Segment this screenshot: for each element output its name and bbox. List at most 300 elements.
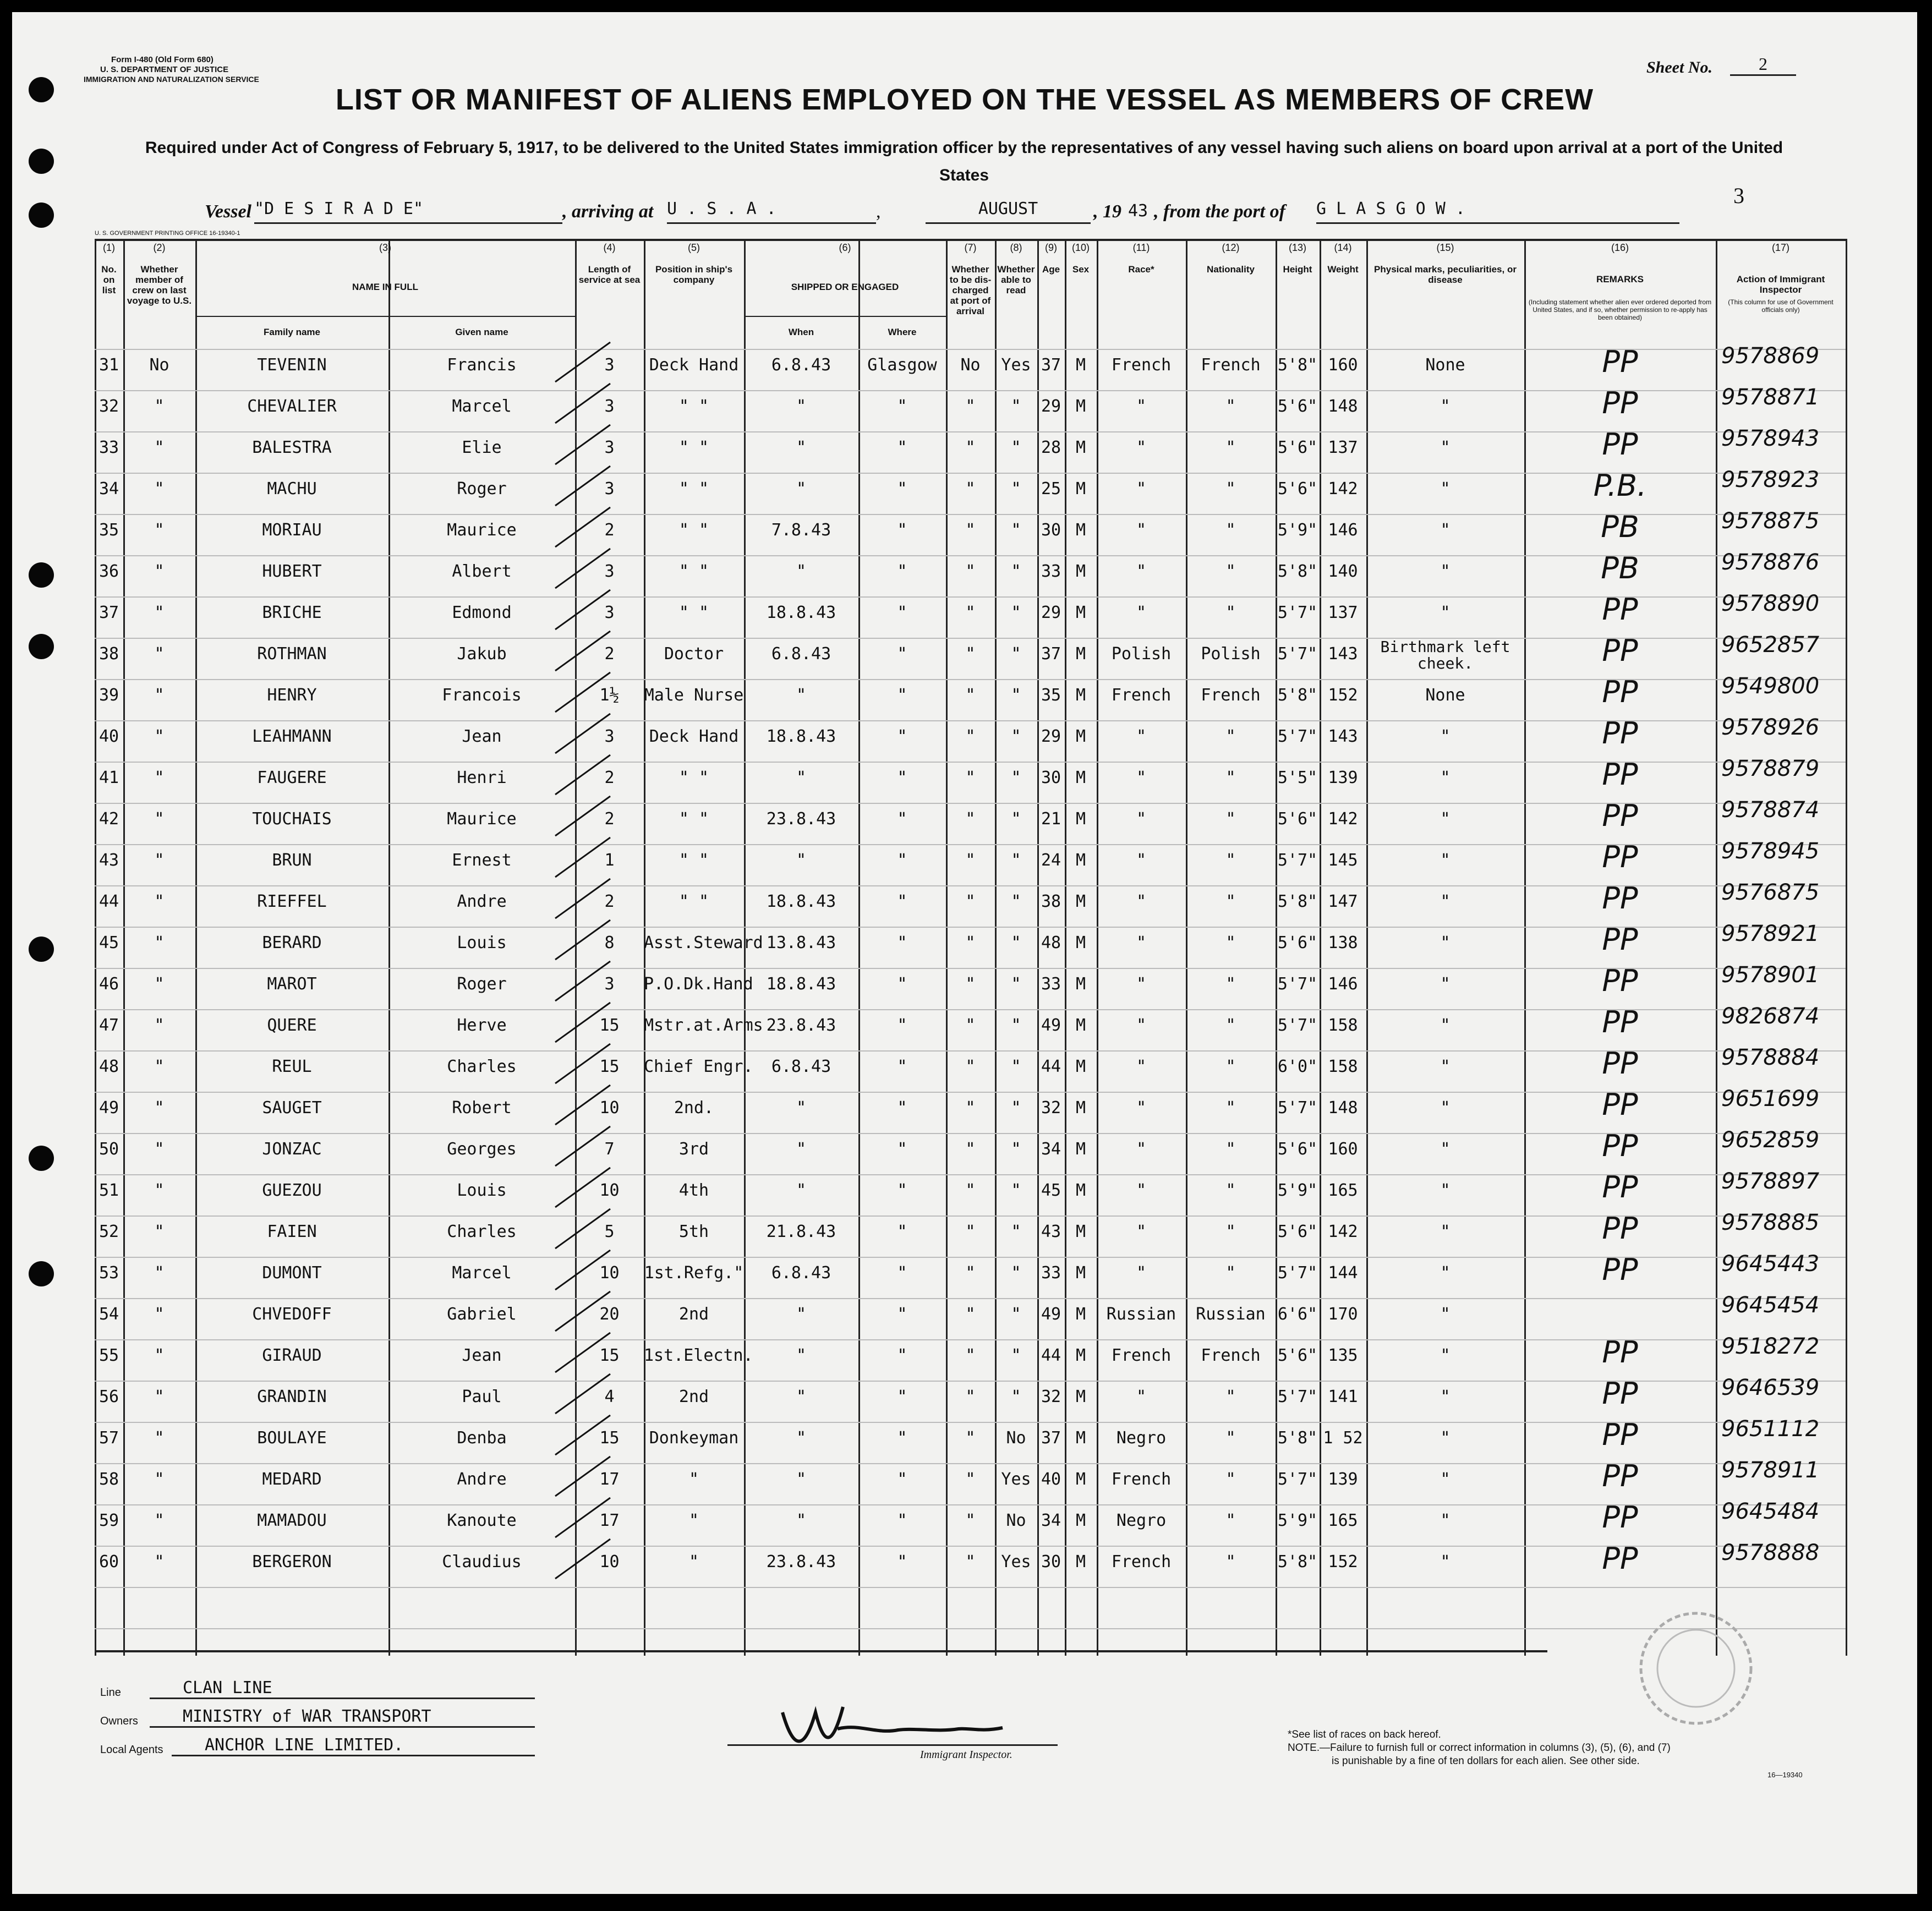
given-name: Roger xyxy=(457,479,507,499)
discharge-flag: " xyxy=(965,974,976,994)
engaged-place: " xyxy=(897,1181,907,1200)
row-number: 52 xyxy=(98,1222,119,1241)
row-number: 41 xyxy=(98,768,119,787)
physical-marks: " xyxy=(1440,1305,1451,1324)
nationality: French xyxy=(1201,355,1261,375)
race: French xyxy=(1111,1552,1172,1571)
physical-marks: " xyxy=(1440,1428,1451,1448)
check-mark xyxy=(553,423,614,467)
remarks-initials: PP xyxy=(1602,1211,1638,1246)
sex: M xyxy=(1075,355,1086,375)
ship-position: Donkeyman xyxy=(649,1428,739,1448)
weight: 165 xyxy=(1328,1511,1358,1530)
engaged-place: Glasgow xyxy=(867,355,937,375)
department-name: U. S. DEPARTMENT OF JUSTICE xyxy=(100,65,229,74)
family-name: MORIAU xyxy=(262,521,322,540)
able-to-read: No xyxy=(1006,1511,1026,1530)
sex: M xyxy=(1075,479,1086,499)
row-number: 57 xyxy=(98,1428,119,1448)
inspector-action-number: 9826874 xyxy=(1721,1004,1820,1029)
engaged-date: 6.8.43 xyxy=(771,355,831,375)
service-length: 2 xyxy=(604,521,615,540)
engaged-place: " xyxy=(897,809,907,829)
ship-position: " xyxy=(688,1511,699,1530)
height: 5'9" xyxy=(1277,1181,1318,1200)
inspector-action-number: 9578890 xyxy=(1721,591,1820,616)
discharge-flag: " xyxy=(965,1470,976,1489)
given-name: Louis xyxy=(457,1181,507,1200)
height: 5'7" xyxy=(1277,1263,1318,1283)
remarks-initials: PP xyxy=(1602,1459,1638,1493)
given-name: Kanoute xyxy=(447,1511,517,1530)
column-number: (7) xyxy=(964,242,977,253)
given-name: Elie xyxy=(462,438,502,457)
engaged-date: 18.8.43 xyxy=(766,892,836,911)
previous-voyage: " xyxy=(154,1552,165,1571)
age: 34 xyxy=(1041,1140,1061,1159)
previous-voyage: " xyxy=(154,851,165,870)
weight: 139 xyxy=(1328,1470,1358,1489)
sex: M xyxy=(1075,933,1086,952)
discharge-flag: " xyxy=(965,479,976,499)
previous-voyage: " xyxy=(154,768,165,787)
nationality: " xyxy=(1225,892,1236,911)
nationality: " xyxy=(1225,521,1236,540)
discharge-flag: " xyxy=(965,768,976,787)
inspector-action-number: 9549800 xyxy=(1721,673,1820,699)
previous-voyage: " xyxy=(154,1305,165,1324)
engaged-place: " xyxy=(897,1057,907,1076)
column-number: (8) xyxy=(1010,242,1022,253)
row-number: 54 xyxy=(98,1305,119,1324)
previous-voyage: " xyxy=(154,892,165,911)
remarks-initials: PP xyxy=(1602,1046,1638,1081)
previous-voyage: " xyxy=(154,809,165,829)
ship-position: " " xyxy=(678,892,709,911)
engaged-date: " xyxy=(796,397,807,416)
nationality: " xyxy=(1225,1511,1236,1530)
physical-marks: " xyxy=(1440,974,1451,994)
age: 44 xyxy=(1041,1057,1061,1076)
row-number: 51 xyxy=(98,1181,119,1200)
age: 49 xyxy=(1041,1016,1061,1035)
form-code: 16—19340 xyxy=(1767,1771,1803,1779)
height: 5'9" xyxy=(1277,521,1318,540)
check-mark xyxy=(553,711,614,755)
inspector-action-number: 9578876 xyxy=(1721,550,1820,575)
row-number: 37 xyxy=(98,603,119,622)
previous-voyage: " xyxy=(154,644,165,664)
sheet-label: Sheet No. xyxy=(1646,58,1712,76)
engaged-date: 6.8.43 xyxy=(771,644,831,664)
row-number: 40 xyxy=(98,727,119,746)
service-length: 17 xyxy=(599,1511,620,1530)
given-name: Marcel xyxy=(452,1263,512,1283)
nationality: " xyxy=(1225,479,1236,499)
punch-hole xyxy=(29,202,54,228)
manifest-sheet xyxy=(12,12,1917,1894)
family-name: BALESTRA xyxy=(252,438,332,457)
subcolumn-header: Family name xyxy=(264,327,320,337)
previous-voyage: " xyxy=(154,1181,165,1200)
given-name: Jean xyxy=(462,727,502,746)
weight: 160 xyxy=(1328,1140,1358,1159)
height: 5'6" xyxy=(1277,1140,1318,1159)
weight: 143 xyxy=(1328,727,1358,746)
remarks-initials: PP xyxy=(1602,386,1638,420)
sheet-number: 2 xyxy=(1730,54,1796,76)
owners-label: Owners xyxy=(100,1715,138,1727)
check-mark xyxy=(553,1496,614,1540)
previous-voyage: " xyxy=(154,1428,165,1448)
previous-voyage: " xyxy=(154,1346,165,1365)
column-header: No. on list xyxy=(101,264,117,295)
given-name: Claudius xyxy=(442,1552,522,1571)
sex: M xyxy=(1075,1387,1086,1406)
engaged-date: 21.8.43 xyxy=(766,1222,836,1241)
column-number: (4) xyxy=(603,242,616,253)
nationality: " xyxy=(1225,933,1236,952)
nationality: " xyxy=(1225,397,1236,416)
column-header: REMARKS xyxy=(1596,274,1644,284)
engaged-place: " xyxy=(897,686,907,705)
age: 33 xyxy=(1041,1263,1061,1283)
check-mark xyxy=(553,1413,614,1457)
nationality: French xyxy=(1201,686,1261,705)
engaged-date: 6.8.43 xyxy=(771,1057,831,1076)
engaged-date: 23.8.43 xyxy=(766,1552,836,1571)
height: 5'7" xyxy=(1277,727,1318,746)
given-name: Francis xyxy=(447,355,517,375)
age: 44 xyxy=(1041,1346,1061,1365)
weight: 152 xyxy=(1328,1552,1358,1571)
penalty-note-continued: is punishable by a fine of ten dollars for each alien. See other side. xyxy=(1332,1755,1640,1767)
race: Russian xyxy=(1106,1305,1176,1324)
sex: M xyxy=(1075,851,1086,870)
service-length: 7 xyxy=(604,1140,615,1159)
owners-value: MINISTRY of WAR TRANSPORT xyxy=(150,1707,535,1728)
sex: M xyxy=(1075,397,1086,416)
remarks-initials: PP xyxy=(1602,633,1638,668)
previous-voyage: " xyxy=(154,521,165,540)
service-length: 15 xyxy=(599,1016,620,1035)
remarks-initials: PP xyxy=(1602,675,1638,709)
ship-position: 2nd xyxy=(678,1305,709,1324)
race: " xyxy=(1136,727,1147,746)
engaged-date: 18.8.43 xyxy=(766,727,836,746)
weight: 165 xyxy=(1328,1181,1358,1200)
nationality: " xyxy=(1225,851,1236,870)
able-to-read: Yes xyxy=(1001,355,1031,375)
service-length: 10 xyxy=(599,1098,620,1118)
check-mark xyxy=(553,1454,614,1498)
check-mark xyxy=(553,1000,614,1044)
nationality: " xyxy=(1225,768,1236,787)
race: " xyxy=(1136,1016,1147,1035)
column-header: Whether member of crew on last voyage to U.S. xyxy=(127,264,192,306)
service-length: 3 xyxy=(604,479,615,499)
age: 29 xyxy=(1041,397,1061,416)
ship-position: 5th xyxy=(678,1222,709,1241)
column-group-header: SHIPPED OR ENGAGED xyxy=(791,282,899,292)
row-number: 47 xyxy=(98,1016,119,1035)
race: French xyxy=(1111,1346,1172,1365)
penalty-note: NOTE.—Failure to furnish full or correct information in columns (3), (5), (6), and (7) xyxy=(1288,1742,1671,1754)
nationality: " xyxy=(1225,1470,1236,1489)
sex: M xyxy=(1075,1552,1086,1571)
row-number: 33 xyxy=(98,438,119,457)
column-header: Sex xyxy=(1072,264,1090,275)
family-name: QUERE xyxy=(267,1016,317,1035)
engaged-date: " xyxy=(796,1470,807,1489)
service-length: 10 xyxy=(599,1181,620,1200)
sex: M xyxy=(1075,1470,1086,1489)
nationality: " xyxy=(1225,1140,1236,1159)
age: 32 xyxy=(1041,1387,1061,1406)
race: Negro xyxy=(1116,1428,1167,1448)
physical-marks: " xyxy=(1440,562,1451,581)
ship-position: Deck Hand xyxy=(649,727,739,746)
remarks-initials: PP xyxy=(1602,1500,1638,1535)
inspector-action-number: 9578921 xyxy=(1721,921,1820,946)
weight: 144 xyxy=(1328,1263,1358,1283)
row-number: 36 xyxy=(98,562,119,581)
race: " xyxy=(1136,1387,1147,1406)
physical-marks: " xyxy=(1440,768,1451,787)
engaged-date: 23.8.43 xyxy=(766,809,836,829)
check-mark xyxy=(553,1083,614,1127)
ship-position: " xyxy=(688,1552,699,1571)
punch-hole xyxy=(29,937,54,962)
age: 30 xyxy=(1041,768,1061,787)
family-name: BRICHE xyxy=(262,603,322,622)
age: 32 xyxy=(1041,1098,1061,1118)
sex: M xyxy=(1075,1346,1086,1365)
physical-marks: " xyxy=(1440,1140,1451,1159)
discharge-flag: " xyxy=(965,1016,976,1035)
previous-voyage: " xyxy=(154,1057,165,1076)
age: 25 xyxy=(1041,479,1061,499)
height: 5'6" xyxy=(1277,397,1318,416)
column-header: Whether able to read xyxy=(997,264,1035,295)
race: " xyxy=(1136,603,1147,622)
engaged-place: " xyxy=(897,1346,907,1365)
engaged-date: 7.8.43 xyxy=(771,521,831,540)
weight: 135 xyxy=(1328,1346,1358,1365)
discharge-flag: " xyxy=(965,603,976,622)
able-to-read: " xyxy=(1011,1346,1021,1365)
column-header: Whether to be dis-charged at port of arrival xyxy=(949,264,992,316)
previous-voyage: " xyxy=(154,1098,165,1118)
able-to-read: " xyxy=(1011,892,1021,911)
physical-marks: " xyxy=(1440,1016,1451,1035)
ship-position: " " xyxy=(678,851,709,870)
nationality: " xyxy=(1225,562,1236,581)
remarks-initials: PP xyxy=(1602,1170,1638,1204)
engaged-date: " xyxy=(796,686,807,705)
inspector-action-number: 9578901 xyxy=(1721,962,1820,988)
able-to-read: " xyxy=(1011,686,1021,705)
row-number: 34 xyxy=(98,479,119,499)
row-number: 32 xyxy=(98,397,119,416)
engaged-date: " xyxy=(796,1181,807,1200)
vessel-name: "D E S I R A D E" xyxy=(254,199,562,224)
row-number: 38 xyxy=(98,644,119,664)
check-mark xyxy=(553,505,614,549)
sex: M xyxy=(1075,892,1086,911)
height: 5'6" xyxy=(1277,438,1318,457)
previous-voyage: " xyxy=(154,933,165,952)
row-number: 44 xyxy=(98,892,119,911)
check-mark xyxy=(553,546,614,590)
ship-position: " " xyxy=(678,438,709,457)
given-name: Herve xyxy=(457,1016,507,1035)
column-number: (2) xyxy=(153,242,166,253)
inspector-action-number: 9578879 xyxy=(1721,756,1820,781)
agents-label: Local Agents xyxy=(100,1744,163,1756)
height: 5'7" xyxy=(1277,1387,1318,1406)
physical-marks: " xyxy=(1440,479,1451,499)
previous-voyage: " xyxy=(154,1016,165,1035)
sex: M xyxy=(1075,1057,1086,1076)
weight: 137 xyxy=(1328,603,1358,622)
race: " xyxy=(1136,851,1147,870)
ship-position: Asst.Steward xyxy=(644,933,763,952)
engaged-place: " xyxy=(897,1305,907,1324)
discharge-flag: " xyxy=(965,521,976,540)
engaged-place: " xyxy=(897,933,907,952)
family-name: GUEZOU xyxy=(262,1181,322,1200)
given-name: Albert xyxy=(452,562,512,581)
weight: 141 xyxy=(1328,1387,1358,1406)
remarks-initials: P.B. xyxy=(1593,468,1647,503)
age: 28 xyxy=(1041,438,1061,457)
physical-marks: " xyxy=(1440,1057,1451,1076)
sex: M xyxy=(1075,1222,1086,1241)
column-number: (12) xyxy=(1222,242,1240,253)
remarks-initials: PP xyxy=(1602,1541,1638,1576)
service-length: 2 xyxy=(604,768,615,787)
sex: M xyxy=(1075,562,1086,581)
family-name: ROTHMAN xyxy=(257,644,327,664)
physical-marks: " xyxy=(1440,1098,1451,1118)
family-name: HENRY xyxy=(267,686,317,705)
family-name: FAUGERE xyxy=(257,768,327,787)
previous-voyage: " xyxy=(154,1470,165,1489)
age: 37 xyxy=(1041,644,1061,664)
row-number: 49 xyxy=(98,1098,119,1118)
service-length: 5 xyxy=(604,1222,615,1241)
column-header: Position in ship's company xyxy=(655,264,733,285)
ship-position: Doctor xyxy=(664,644,724,664)
ship-position: " " xyxy=(678,603,709,622)
service-length: 10 xyxy=(599,1263,620,1283)
check-mark xyxy=(553,1289,614,1333)
ship-position: " " xyxy=(678,562,709,581)
discharge-flag: " xyxy=(965,1305,976,1324)
race: " xyxy=(1136,933,1147,952)
inspector-action-number: 9578945 xyxy=(1721,839,1820,864)
age: 29 xyxy=(1041,727,1061,746)
discharge-flag: " xyxy=(965,1428,976,1448)
row-number: 60 xyxy=(98,1552,119,1571)
family-name: GIRAUD xyxy=(262,1346,322,1365)
inspector-label: Immigrant Inspector. xyxy=(920,1749,1012,1761)
print-code: U. S. GOVERNMENT PRINTING OFFICE 16-19340-1 xyxy=(95,230,240,237)
physical-marks: " xyxy=(1440,1552,1451,1571)
remarks-initials: PP xyxy=(1602,798,1638,833)
engaged-date: 18.8.43 xyxy=(766,603,836,622)
weight: 148 xyxy=(1328,397,1358,416)
remarks-initials: PP xyxy=(1602,716,1638,751)
nationality: " xyxy=(1225,1428,1236,1448)
weight: 142 xyxy=(1328,809,1358,829)
nationality: " xyxy=(1225,1181,1236,1200)
sex: M xyxy=(1075,1098,1086,1118)
given-name: Edmond xyxy=(452,603,512,622)
race: Negro xyxy=(1116,1511,1167,1530)
given-name: Charles xyxy=(447,1222,517,1241)
discharge-flag: " xyxy=(965,438,976,457)
physical-marks: " xyxy=(1440,1222,1451,1241)
height: 5'9" xyxy=(1277,1511,1318,1530)
previous-voyage: " xyxy=(154,1140,165,1159)
form-number: Form I-480 (Old Form 680) xyxy=(111,55,214,64)
race: French xyxy=(1111,1470,1172,1489)
nationality: " xyxy=(1225,1016,1236,1035)
height: 5'6" xyxy=(1277,1222,1318,1241)
column-number: (13) xyxy=(1288,242,1306,253)
from-port-label: , from the port of xyxy=(1154,201,1285,222)
engaged-date: " xyxy=(796,851,807,870)
discharge-flag: " xyxy=(965,727,976,746)
inspector-action-number: 9578923 xyxy=(1721,467,1820,492)
column-number: (10) xyxy=(1071,242,1090,253)
engaged-place: " xyxy=(897,768,907,787)
previous-voyage: " xyxy=(154,438,165,457)
nationality: " xyxy=(1225,727,1236,746)
ship-position: 4th xyxy=(678,1181,709,1200)
nationality: " xyxy=(1225,1263,1236,1283)
physical-marks: " xyxy=(1440,933,1451,952)
ship-position: " " xyxy=(678,768,709,787)
column-header: Length of service at sea xyxy=(578,264,641,285)
weight: 139 xyxy=(1328,768,1358,787)
check-mark xyxy=(553,1207,614,1251)
discharge-flag: " xyxy=(965,1140,976,1159)
given-name: Henri xyxy=(457,768,507,787)
able-to-read: Yes xyxy=(1001,1470,1031,1489)
remarks-initials: PB xyxy=(1601,551,1639,585)
age: 33 xyxy=(1041,562,1061,581)
row-number: 55 xyxy=(98,1346,119,1365)
engaged-place: " xyxy=(897,974,907,994)
ship-position: " " xyxy=(678,397,709,416)
check-mark xyxy=(553,918,614,962)
family-name: TOUCHAIS xyxy=(252,809,332,829)
height: 5'8" xyxy=(1277,355,1318,375)
inspector-action-number: 9578911 xyxy=(1721,1458,1820,1483)
able-to-read: " xyxy=(1011,562,1021,581)
weight: 138 xyxy=(1328,933,1358,952)
able-to-read: Yes xyxy=(1001,1552,1031,1571)
given-name: Charles xyxy=(447,1057,517,1076)
page-title: LIST OR MANIFEST OF ALIENS EMPLOYED ON THE VESSEL AS MEMBERS OF CREW xyxy=(335,83,1594,116)
punch-hole xyxy=(29,562,54,588)
physical-marks: " xyxy=(1440,892,1451,911)
inspector-action-number: 9578884 xyxy=(1721,1045,1820,1070)
able-to-read: " xyxy=(1011,603,1021,622)
